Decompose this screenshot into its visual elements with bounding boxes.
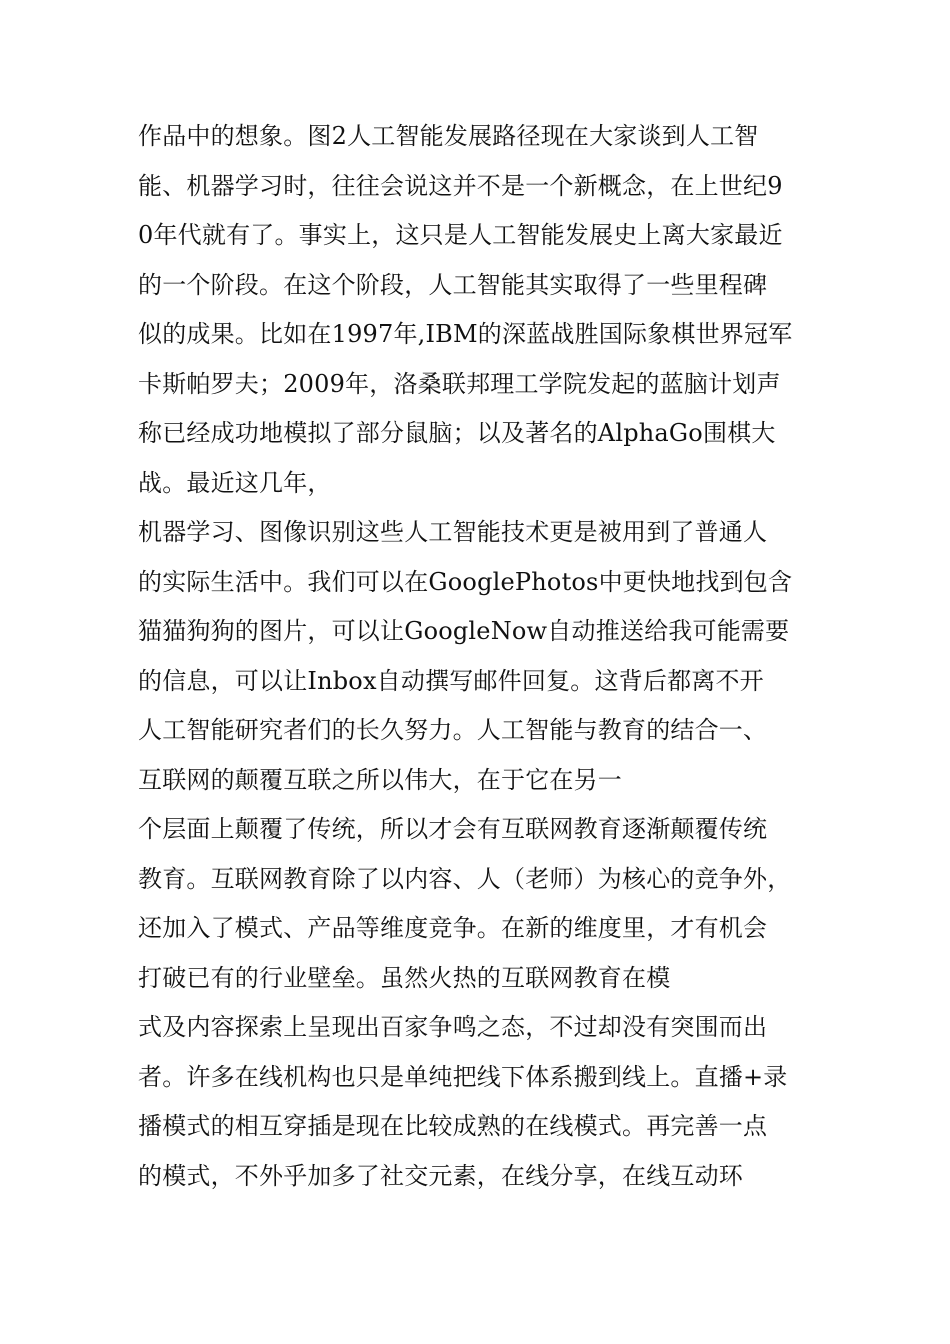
text-line-2: 能、机器学习时，往往会说这并不是一个新概念，在上世纪9: [138, 171, 783, 200]
text-line-6: 卡斯帕罗夫；2009年，洛桑联邦理工学院发起的蓝脑计划声: [138, 369, 781, 398]
text-line-8: 战。最近这几年，: [138, 468, 332, 497]
text-line-1: 作品中的想象。图2人工智能发展路径现在大家谈到人工智: [138, 122, 759, 150]
text-line-10: 的实际生活中。我们可以在GooglePhotos中更快地找到包含: [138, 567, 793, 596]
text-line-7: 称已经成功地模拟了部分鼠脑；以及著名的AlphaGo围棋大: [138, 419, 776, 447]
text-line-19: 式及内容探索上呈现出百家争鸣之态，不过却没有突围而出: [138, 1013, 768, 1041]
text-line-5: 似的成果。比如在1997年,IBM的深蓝战胜国际象棋世界冠军: [138, 320, 793, 348]
text-line-17: 还加入了模式、产品等维度竞争。在新的维度里，才有机会: [138, 914, 768, 942]
text-line-15: 个层面上颠覆了传统，所以才会有互联网教育逐渐颠覆传统: [138, 815, 768, 843]
text-line-22: 的模式，不外乎加多了社交元素，在线分享，在线互动环: [138, 1161, 743, 1190]
text-line-12: 的信息，可以让Inbox自动撰写邮件回复。这背后都离不开: [138, 666, 764, 695]
text-line-16: 教育。互联网教育除了以内容、人（老师）为核心的竞争外，: [138, 864, 792, 893]
text-line-21: 播模式的相互穿插是现在比较成熟的在线模式。再完善一点: [138, 1112, 768, 1140]
text-line-4: 的一个阶段。在这个阶段，人工智能其实取得了一些里程碑: [138, 270, 768, 299]
text-line-3: 0年代就有了。事实上，这只是人工智能发展史上离大家最近: [138, 221, 783, 249]
text-line-20: 者。许多在线机构也只是单纯把线下体系搬到线上。直播+录: [138, 1062, 788, 1091]
body-text: [138, 112, 838, 1201]
text-line-11: 猫猫狗狗的图片，可以让GoogleNow自动推送给我可能需要: [138, 617, 790, 645]
text-line-18: 打破已有的行业壁垒。虽然火热的互联网教育在模: [138, 963, 671, 992]
text-line-13: 人工智能研究者们的长久努力。人工智能与教育的结合一、: [138, 716, 768, 744]
text-line-14: 互联网的颠覆互联之所以伟大，在于它在另一: [138, 765, 622, 794]
text-line-9: 机器学习、图像识别这些人工智能技术更是被用到了普通人: [138, 518, 768, 546]
